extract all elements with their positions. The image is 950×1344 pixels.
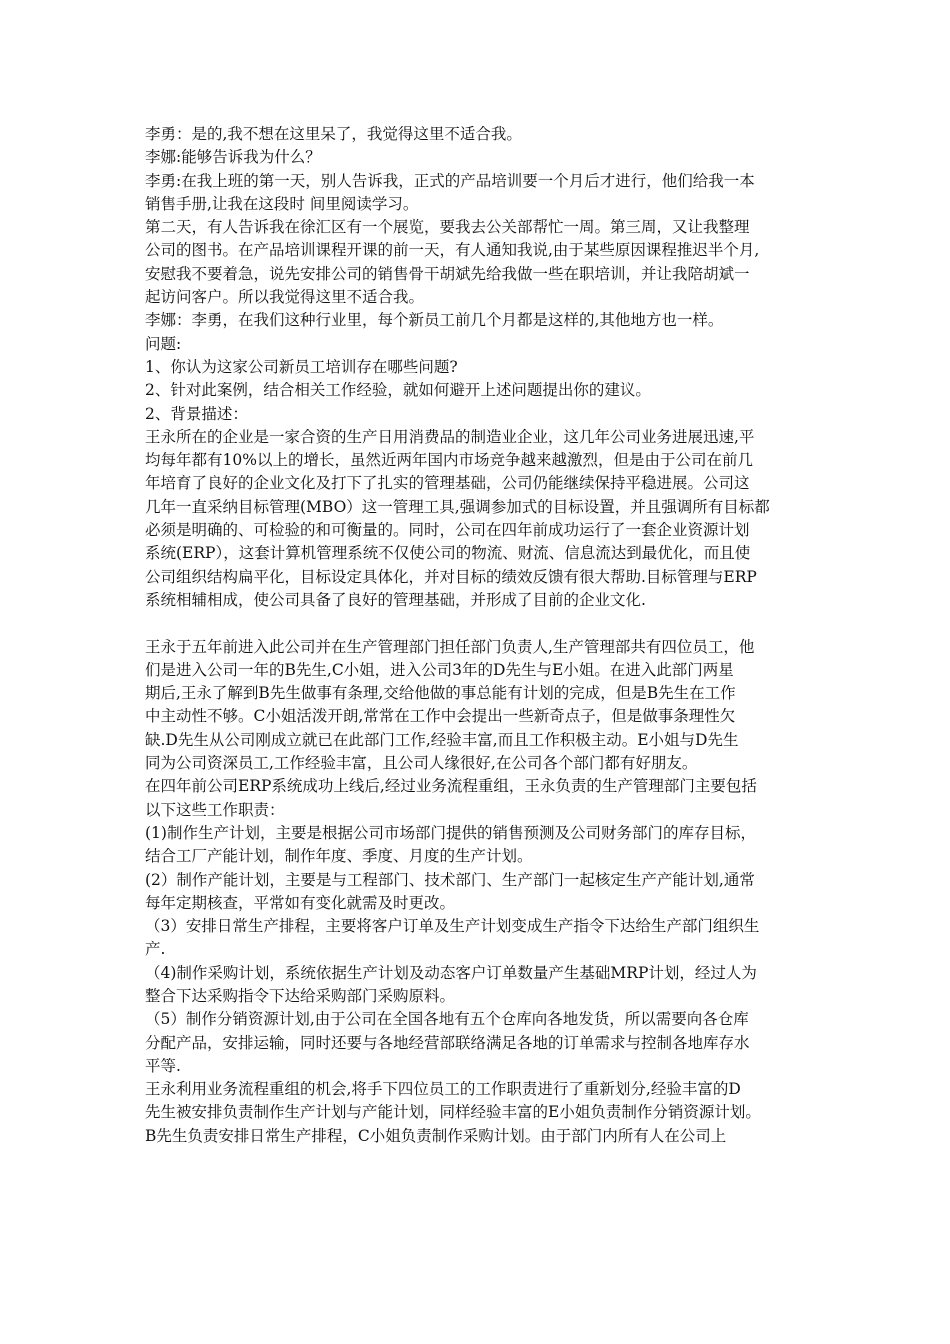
text-line: 分配产品，安排运输，同时还要与各地经营部联络满足各地的订单需求与控制各地库存水 (145, 1033, 750, 1052)
text-line: 安慰我不要着急，说先安排公司的销售骨干胡斌先给我做一些在职培训，并让我陪胡斌一 (145, 264, 750, 283)
text-line: 李娜:能够告诉我为什么？ (145, 148, 321, 167)
text-line: 均每年都有10%以上的增长，虽然近两年国内市场竞争越来越激烈，但是由于公司在前几 (145, 451, 753, 470)
text-line: 先生被安排负责制作生产计划与产能计划，同样经验丰富的E小姐负责制作分销资源计划。 (145, 1103, 761, 1122)
text-line: 结合工厂产能计划，制作年度、季度、月度的生产计划。 (145, 847, 533, 866)
text-line: 李娜：李勇，在我们这种行业里，每个新员工前几个月都是这样的,其他地方也一样。 (145, 311, 724, 330)
text-line: 起访问客户。所以我觉得这里不适合我。 (145, 288, 425, 307)
paragraph-gap (145, 612, 815, 635)
text-line: (1)制作生产计划，主要是根据公司市场部门提供的销售预测及公司财务部门的库存目标， (145, 823, 756, 842)
text-line: B先生负责安排日常生产排程，C小姐负责制作采购计划。由于部门内所有人在公司上 (145, 1126, 727, 1145)
text-line: 李勇：是的,我不想在这里呆了，我觉得这里不适合我。 (145, 125, 522, 143)
document-body (145, 123, 815, 1148)
text-line: （4)制作采购计划，系统依据生产计划及动态客户订单数量产生基础MRP计划，经过人为 (145, 963, 757, 982)
text-line: 王永利用业务流程重组的机会,将手下四位员工的工作职责进行了重新划分,经验丰富的D (145, 1080, 741, 1099)
text-line: 们是进入公司一年的B先生,C小姐，进入公司3年的D先生与E小姐。在进入此部门两星 (145, 660, 734, 679)
text-line: （3）安排日常生产排程，主要将客户订单及生产计划变成生产指令下达给生产部门组织生 (145, 917, 760, 936)
text-line: 1、你认为这家公司新员工培训存在哪些问题? (145, 357, 458, 376)
text-line: 期后,王永了解到B先生做事有条理,交给他做的事总能有计划的完成，但是B先生在工作 (145, 684, 736, 703)
text-line: 每年定期核查，平常如有变化就需及时更改。 (145, 893, 456, 912)
text-line: 整合下达采购指令下达给采购部门采购原料。 (145, 986, 456, 1005)
text-line: (2）制作产能计划，主要是与工程部门、技术部门、生产部门一起核定生产产能计划,通常 (145, 870, 755, 889)
text-line: 同为公司资深员工,工作经验丰富，且公司人缘很好,在公司各个部门都有好朋友。 (145, 754, 698, 773)
text-line: 公司组织结构扁平化，目标设定具体化，并对目标的绩效反馈有很大帮助.目标管理与ERP (145, 567, 757, 586)
text-line: 必须是明确的、可检验的和可衡量的。同时，公司在四年前成功运行了一套企业资源计划 (145, 521, 750, 540)
text-line: 系统(ERP），这套计算机管理系统不仅使公司的物流、财流、信息流达到最优化，而且使 (145, 544, 751, 563)
text-line: 平等. (145, 1056, 181, 1075)
text-line: 以下这些工作职责： (145, 800, 285, 819)
text-line: 缺.D先生从公司刚成立就已在此部门工作,经验丰富,而且工作积极主动。E小姐与D先生 (145, 730, 739, 749)
text-line: 年培育了良好的企业文化及打下了扎实的管理基础，公司仍能继续保持平稳进展。公司这 (145, 474, 750, 493)
text-line: 几年一直采纳目标管理(MBO）这一管理工具,强调参加式的目标设置，并且强调所有目标都 (145, 497, 770, 516)
text-line: 系统相辅相成，使公司具备了良好的管理基础，并形成了目前的企业文化. (145, 590, 646, 609)
text-line: 公司的图书。在产品培训课程开课的前一天，有人通知我说,由于某些原因课程推迟半个月, (145, 241, 760, 260)
text-line: 2、背景描述： (145, 404, 248, 423)
text-line: 第二天，有人告诉我在徐汇区有一个展览，要我去公关部帮忙一周。第三周，又让我整理 (145, 218, 750, 237)
text-line: 在四年前公司ERP系统成功上线后,经过业务流程重组，王永负责的生产管理部门主要包括 (145, 777, 757, 796)
text-line: 问题: (145, 334, 182, 353)
text-line: 王永于五年前进入此公司并在生产管理部门担任部门负责人,生产管理部共有四位员工，他 (145, 637, 755, 656)
text-line: 产. (145, 940, 166, 959)
text-line: 中主动性不够。C小姐活泼开朗,常常在工作中会提出一些新奇点子，但是做事条理性欠 (145, 707, 736, 726)
text-line: 王永所在的企业是一家合资的生产日用消费品的制造业企业，这几年公司业务进展迅速,平 (145, 427, 755, 446)
text-line: 李勇:在我上班的第一天，别人告诉我，正式的产品培训要一个月后才进行，他们给我一本 (145, 171, 755, 190)
text-line: 2、针对此案例，结合相关工作经验，就如何避开上述问题提出你的建议。 (145, 381, 651, 400)
text-line: 销售手册,让我在这段时 间里阅读学习。 (145, 194, 419, 213)
text-line: （5）制作分销资源计划,由于公司在全国各地有五个仓库向各地发货，所以需要向各仓库 (145, 1010, 749, 1029)
